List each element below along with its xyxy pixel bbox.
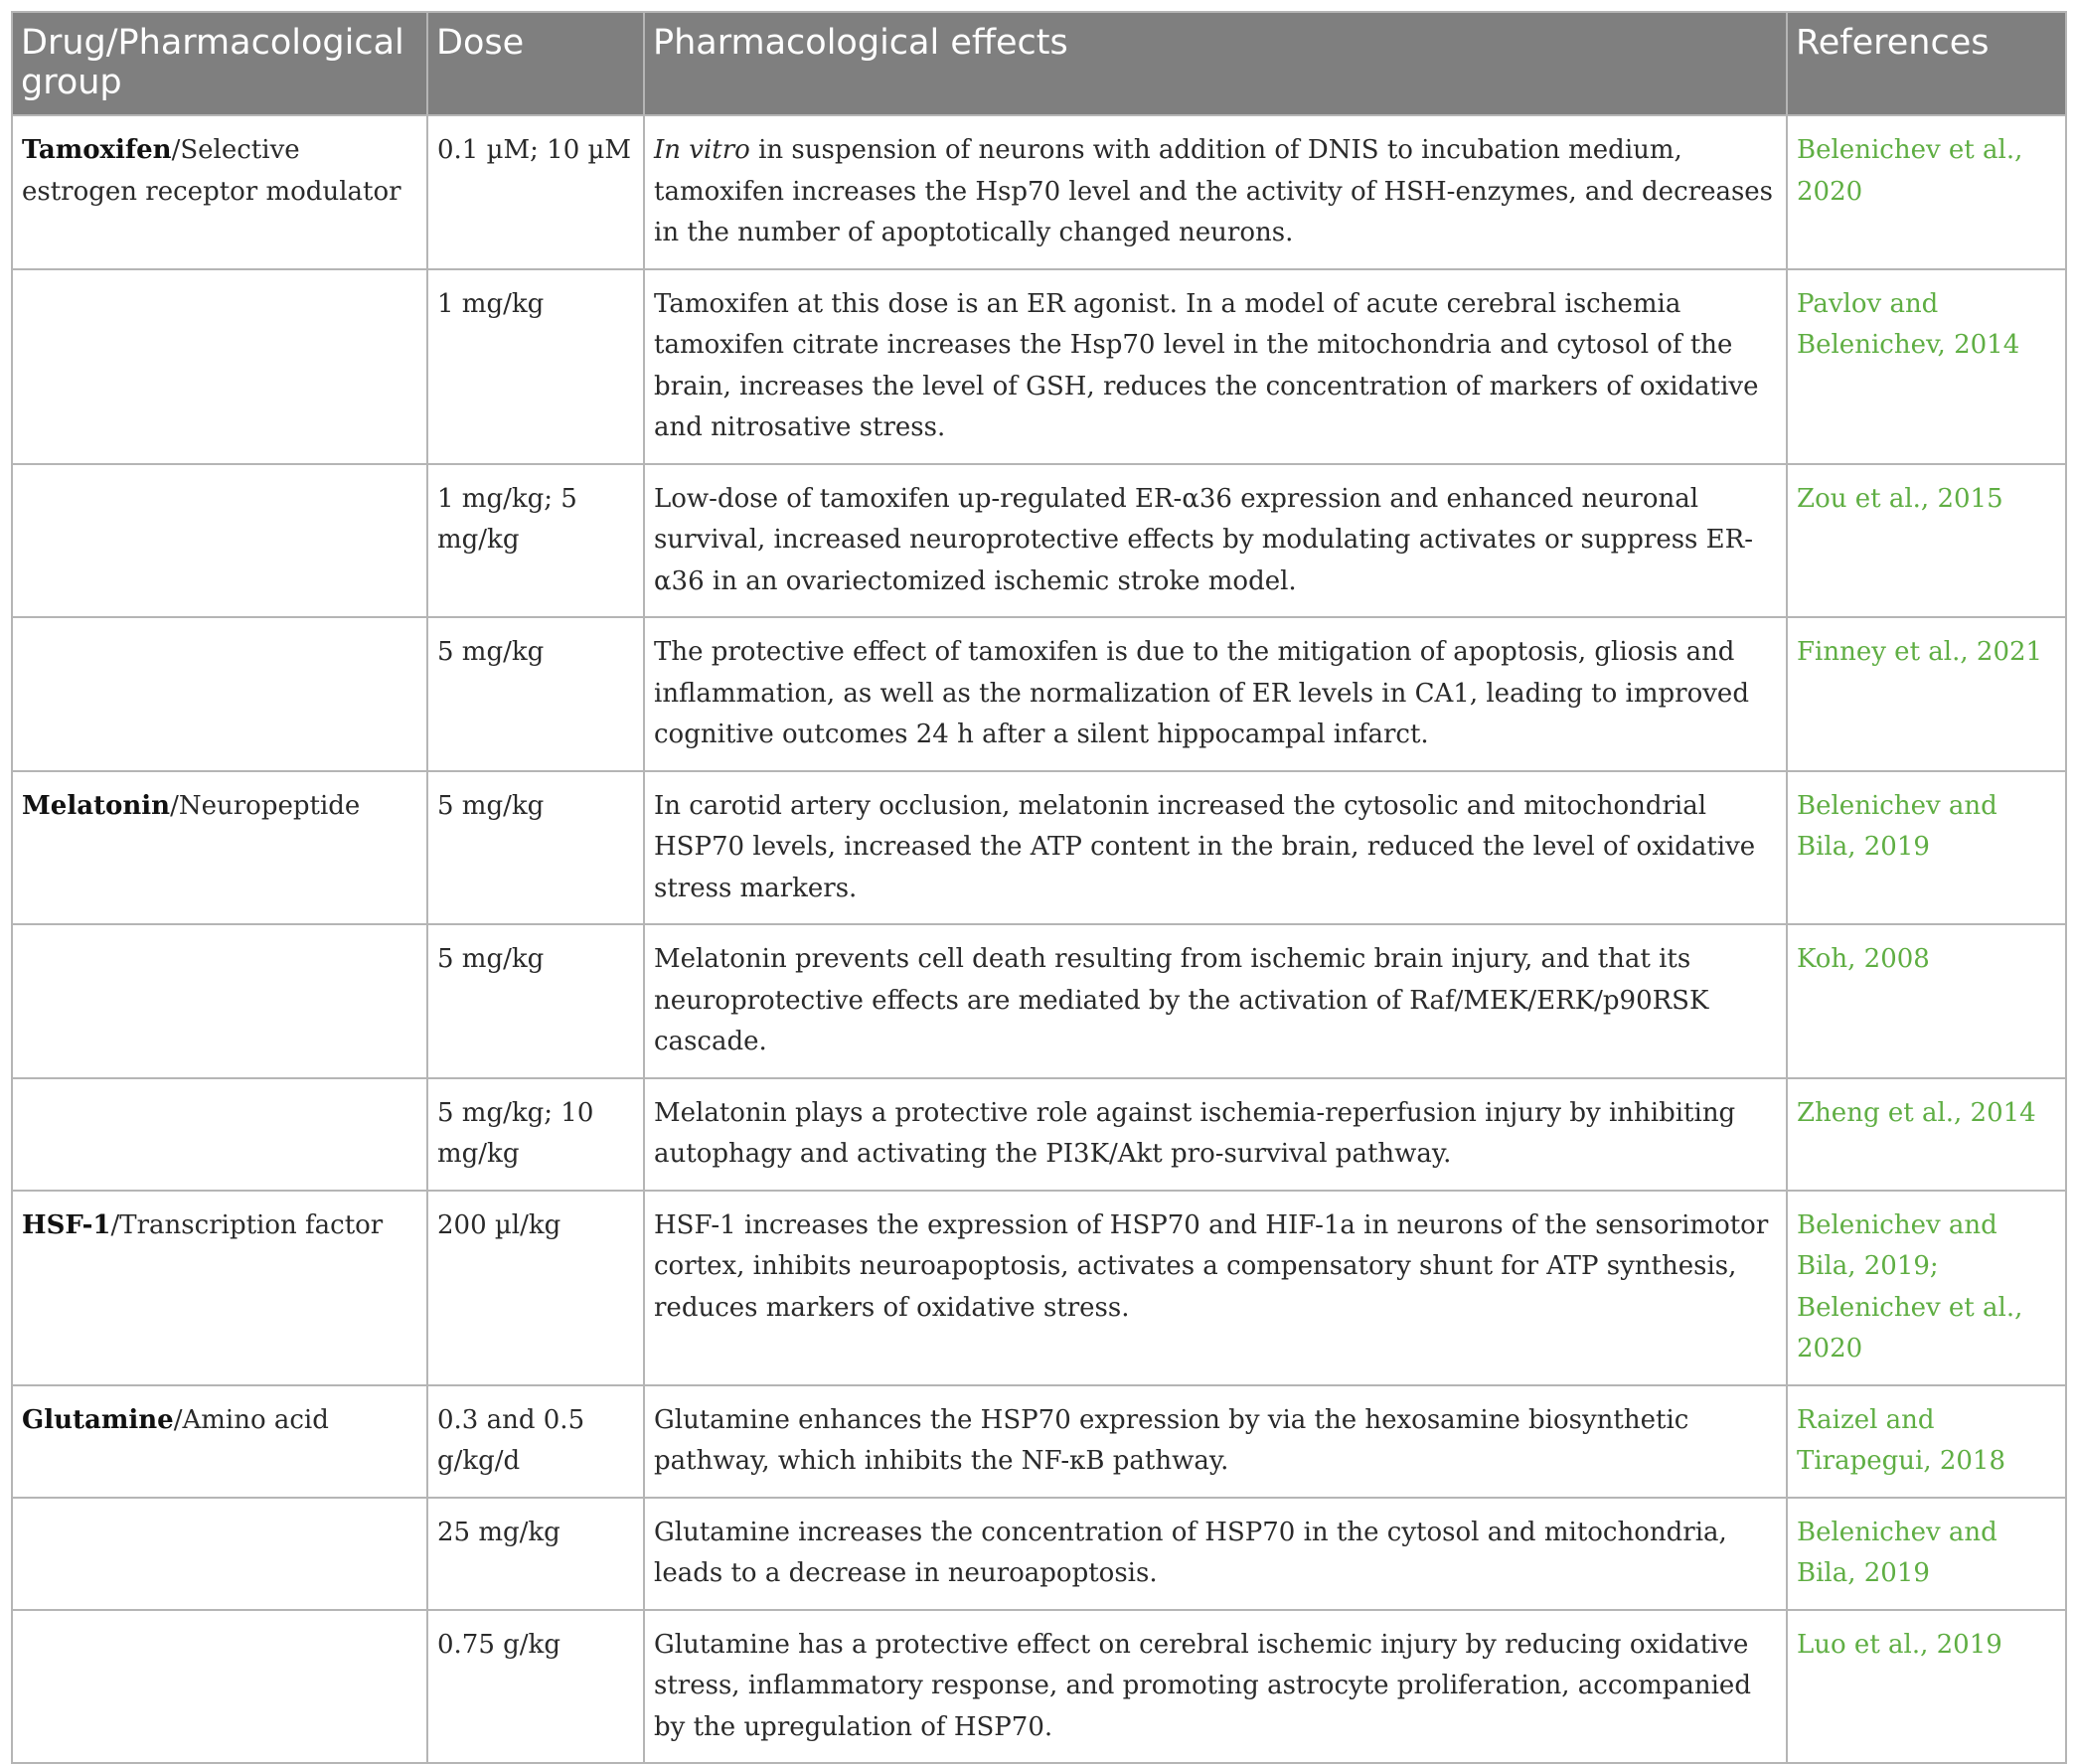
header-dose: Dose (427, 12, 644, 115)
cell-dose: 5 mg/kg (427, 924, 644, 1078)
table-row (12, 617, 2066, 771)
cell-effects (644, 269, 1787, 464)
cell-reference[interactable]: Koh, 2008 (1787, 924, 2066, 1078)
effect-text: Melatonin plays a protective role against ischemia-reperfusion injury by inhibiting autophagy and activating the PI3K/Akt pro-survival pathway. (654, 1097, 1736, 1169)
effect-text: The protective effect of tamoxifen is due to the mitigation of apoptosis, gliosis and inflammation, as well as the normalization of ER levels in CA1, leading to improved cognitive outcomes 24 h after a silent hippocampal infarct. (654, 637, 1749, 749)
cell-effects (644, 464, 1787, 618)
cell-effects (644, 617, 1787, 771)
cell-drug-group (12, 924, 427, 1078)
cell-drug-group (12, 1498, 427, 1610)
cell-dose: 0.3 and 0.5 g/kg/d (427, 1385, 644, 1498)
cell-effects (644, 1498, 1787, 1610)
table-row (12, 1191, 2066, 1385)
table-row (12, 771, 2066, 925)
cell-dose: 200 µl/kg (427, 1191, 644, 1385)
table-row (12, 1610, 2066, 1764)
cell-drug-group (12, 464, 427, 618)
drug-effects-table (11, 11, 2067, 1764)
effect-text: Glutamine increases the concentration of HSP70 in the cytosol and mitochondria, leads to a decrease in neuroapoptosis. (654, 1517, 1727, 1588)
cell-dose: 5 mg/kg; 10 mg/kg (427, 1078, 644, 1191)
effect-italic-prefix: In vitro (654, 135, 750, 165)
table-row (12, 464, 2066, 618)
effect-text: in suspension of neurons with addition of DNIS to incubation medium, tamoxifen increases the Hsp70 level and the activity of HSH-enzymes, and decreases in the number of apoptotically changed neurons. (654, 135, 1774, 247)
cell-dose: 0.75 g/kg (427, 1610, 644, 1764)
header-effects: Pharmacological effects (644, 12, 1787, 115)
cell-reference[interactable]: Luo et al., 2019 (1787, 1610, 2066, 1764)
pharmacological-group: /Amino acid (173, 1404, 329, 1435)
table-row (12, 269, 2066, 464)
cell-effects (644, 771, 1787, 925)
cell-reference[interactable]: Belenichev and Bila, 2019; Belenichev et al., 2020 (1787, 1191, 2066, 1385)
cell-drug-group (12, 115, 427, 269)
effect-text: In carotid artery occlusion, melatonin increased the cytosolic and mitochondrial HSP70 levels, increased the ATP content in the brain, reduced the level of oxidative stress markers. (654, 790, 1756, 903)
cell-dose: 1 mg/kg; 5 mg/kg (427, 464, 644, 618)
effect-text: Low-dose of tamoxifen up-regulated ER-α36 expression and enhanced neuronal survival, increased neuroprotective effects by modulating activates or suppress ER-α36 in an ovariectomized ischemic stroke model. (654, 483, 1753, 596)
cell-dose: 5 mg/kg (427, 617, 644, 771)
cell-dose: 0.1 µM; 10 µM (427, 115, 644, 269)
cell-drug-group (12, 1191, 427, 1385)
cell-drug-group (12, 269, 427, 464)
pharmacological-group: /Neuropeptide (170, 790, 361, 821)
header-references: References (1787, 12, 2066, 115)
cell-dose: 5 mg/kg (427, 771, 644, 925)
cell-reference[interactable]: Belenichev and Bila, 2019 (1787, 771, 2066, 925)
cell-drug-group (12, 1610, 427, 1764)
cell-reference[interactable]: Zheng et al., 2014 (1787, 1078, 2066, 1191)
drug-name: Tamoxifen (22, 135, 172, 165)
cell-reference[interactable]: Belenichev and Bila, 2019 (1787, 1498, 2066, 1610)
effect-text: Tamoxifen at this dose is an ER agonist. In a model of acute cerebral ischemia tamoxifen citrate increases the Hsp70 level in the mitochondria and cytosol of the brain, increases the level of GSH, reduces the concentration of markers of oxidative and nitrosative stress. (654, 288, 1759, 442)
cell-drug-group (12, 1385, 427, 1498)
cell-drug-group (12, 771, 427, 925)
effect-text: Glutamine has a protective effect on cerebral ischemic injury by reducing oxidative stress, inflammatory response, and promoting astrocyte proliferation, accompanied by the upregulation of HSP70. (654, 1629, 1751, 1742)
drug-name: HSF-1 (22, 1209, 111, 1240)
cell-dose: 25 mg/kg (427, 1498, 644, 1610)
pharmacological-group: /Selective estrogen receptor modulator (22, 135, 401, 207)
cell-reference[interactable]: Finney et al., 2021 (1787, 617, 2066, 771)
pharmacological-group: /Transcription factor (110, 1209, 384, 1240)
effect-text: Melatonin prevents cell death resulting from ischemic brain injury, and that its neuroprotective effects are mediated by the activation of Raf/MEK/ERK/p90RSK cascade. (654, 944, 1709, 1056)
cell-effects (644, 1610, 1787, 1764)
cell-drug-group (12, 617, 427, 771)
table-header-row (12, 12, 2066, 115)
cell-dose: 1 mg/kg (427, 269, 644, 464)
cell-reference[interactable]: Zou et al., 2015 (1787, 464, 2066, 618)
table-row (12, 1498, 2066, 1610)
header-drug-group: Drug/Pharmacological group (12, 12, 427, 115)
effect-text: Glutamine enhances the HSP70 expression by via the hexosamine biosynthetic pathway, which inhibits the NF-κB pathway. (654, 1404, 1689, 1476)
table-row (12, 1078, 2066, 1191)
cell-effects (644, 115, 1787, 269)
cell-reference[interactable]: Pavlov and Belenichev, 2014 (1787, 269, 2066, 464)
effect-text: HSF-1 increases the expression of HSP70 and HIF-1a in neurons of the sensorimotor cortex, inhibits neuroapoptosis, activates a compensatory shunt for ATP synthesis, reduces markers of oxidative stress. (654, 1209, 1769, 1323)
table-row (12, 924, 2066, 1078)
cell-reference[interactable]: Belenichev et al., 2020 (1787, 115, 2066, 269)
cell-effects (644, 1385, 1787, 1498)
drug-name: Glutamine (22, 1404, 174, 1435)
drug-name: Melatonin (22, 790, 171, 821)
cell-drug-group (12, 1078, 427, 1191)
table-row (12, 115, 2066, 269)
cell-effects (644, 1191, 1787, 1385)
table-row (12, 1385, 2066, 1498)
cell-reference[interactable]: Raizel and Tirapegui, 2018 (1787, 1385, 2066, 1498)
cell-effects (644, 1078, 1787, 1191)
cell-effects (644, 924, 1787, 1078)
